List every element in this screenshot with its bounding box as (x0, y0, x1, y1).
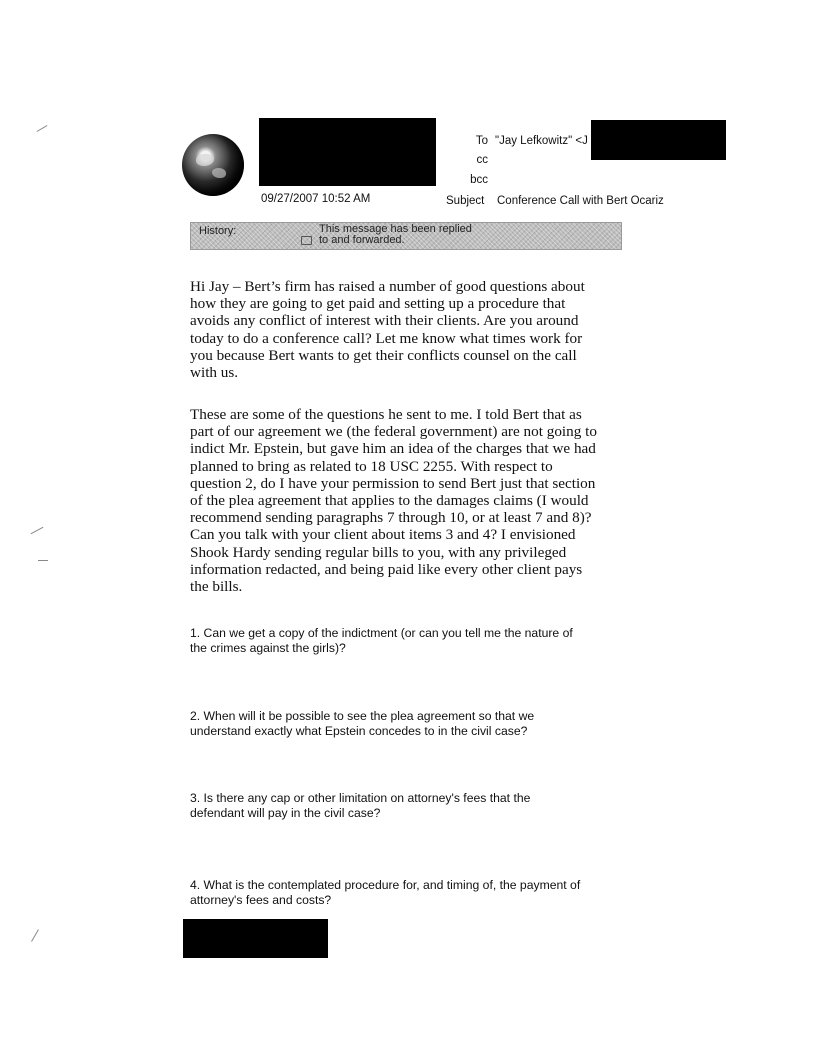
text-line: how they are going to get paid and setting up a procedure that (190, 295, 566, 313)
text-line: the bills. (190, 578, 243, 596)
text-line: information redacted, and being paid like every other client pays (190, 560, 583, 578)
text-line: of the plea agreement that applies to the damages claims (I would (190, 492, 589, 510)
question-1 (190, 626, 630, 656)
text-line: part of our agreement we (the federal government) are not going to (190, 423, 597, 441)
redacted-recipient-block (591, 120, 726, 160)
text-line: 4. What is the contemplated procedure for, and timing of, the payment of (190, 878, 581, 892)
to-value: "Jay Lefkowitz" <J (495, 135, 588, 147)
bcc-label: bcc (470, 174, 488, 186)
text-line: Hi Jay – Bert’s firm has raised a number of good questions about (190, 278, 585, 295)
subject-label: Subject (446, 195, 485, 207)
scan-mark (37, 125, 48, 132)
text-line: indict Mr. Epstein, but gave him an idea of the charges that we had (190, 440, 596, 458)
text-line: question 2, do I have your permission to send Bert just that section (190, 474, 596, 492)
history-status-line: to and forwarded. (319, 234, 405, 246)
text-line: you because Bert wants to get their conflicts counsel on the call (190, 346, 577, 364)
text-line: 1. Can we get a copy of the indictment (or can you tell me the nature of (190, 626, 573, 640)
redacted-sender-block (259, 118, 436, 186)
history-status (319, 224, 472, 246)
text-line: 2. When will it be possible to see the plea agreement so that we (190, 709, 535, 723)
scan-mark (31, 527, 44, 534)
scan-mark (31, 929, 39, 942)
subject-value: Conference Call with Bert Ocariz (497, 195, 664, 207)
text-line: with us. (190, 364, 239, 382)
text-line: understand exactly what Epstein concedes to in the civil case? (190, 724, 528, 738)
text-line: defendant will pay in the civil case? (190, 806, 381, 820)
scan-mark (38, 560, 48, 561)
text-line: 3. Is there any cap or other limitation on attorney's fees that the (190, 791, 531, 805)
sent-date: 09/27/2007 10:52 AM (261, 193, 371, 205)
text-line: planned to bring as related to 18 USC 2255. With respect to (190, 457, 553, 475)
to-label: To (475, 135, 488, 147)
text-line: today to do a conference call? Let me know what times work for (190, 329, 583, 347)
body-paragraph-2 (190, 406, 630, 595)
body-paragraph-1 (190, 278, 630, 381)
cc-label: cc (476, 154, 488, 166)
question-2 (190, 709, 630, 739)
text-line: the crimes against the girls)? (190, 641, 346, 655)
reply-forward-icon (301, 236, 312, 245)
text-line: Shook Hardy sending regular bills to you, with any privileged (190, 543, 567, 561)
text-line: Can you talk with your client about items 3 and 4? I envisioned (190, 526, 576, 544)
sender-avatar (182, 134, 244, 196)
history-label: History: (199, 225, 237, 237)
redacted-signature-block (183, 919, 328, 958)
text-line: avoids any conflict of interest with their clients. Are you around (190, 312, 579, 330)
question-4 (190, 878, 630, 908)
text-line: attorney's fees and costs? (190, 893, 332, 907)
question-3 (190, 791, 630, 821)
text-line: recommend sending paragraphs 7 through 10, or at least 7 and 8)? (190, 509, 592, 527)
text-line: These are some of the questions he sent to me. I told Bert that as (190, 406, 582, 423)
history-bar (190, 222, 622, 250)
history-status-line: This message has been replied (319, 223, 472, 235)
